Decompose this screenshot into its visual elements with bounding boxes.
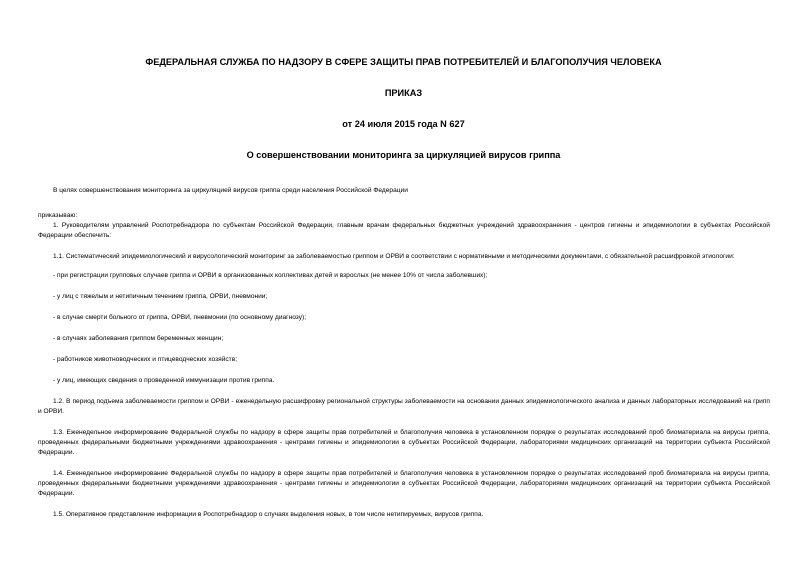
list-item: - у лиц, имеющих сведения о проведенной иммунизации против гриппа.	[53, 377, 275, 384]
document-type-heading: ПРИКАЗ	[384, 88, 423, 98]
paragraph-1-5: 1.5. Оперативное представление информации в Роспотребнадзор о случаях выделения новых, в том числе нетипируемых, вирусов гриппа.	[53, 511, 484, 518]
paragraph-1-2: 1.2. В период подъема заболеваемости гриппом и ОРВИ - еженедельную расшифровку региональной структуры заболеваемости на основании данных эпидемиологического анализа и данных лабораторных исследований на грипп и ОРВИ.	[38, 398, 770, 415]
paragraph-1-4: 1.4. Еженедельное информирование Федеральной службы по надзору в сфере защиты прав потребителей и благополучия человека в установленном порядке о результатах исследований проб биоматериала на вирусы гриппа, проведенных федеральными бюджетными учреждениями здравоохранения - центрами гигиены и эпидемиологии в субъектах Российской Федерации, лабораториями медицинских организаций на территории субъекта Российской Федерации.	[38, 470, 770, 497]
document-date-number: от 24 июля 2015 года N 627	[342, 119, 465, 129]
organization-heading: ФЕДЕРАЛЬНАЯ СЛУЖБА ПО НАДЗОРУ В СФЕРЕ ЗАЩИТЫ ПРАВ ПОТРЕБИТЕЛЕЙ И БЛАГОПОЛУЧИЯ ЧЕЛОВЕКА	[145, 57, 662, 67]
list-item: - у лиц с тяжелым и нетипичным течением гриппа, ОРВИ, пневмонии;	[53, 293, 268, 300]
list-item: - при регистрации групповых случаев гриппа и ОРВИ в организованных коллективах детей и взрослых (не менее 10% от числа заболевших);	[53, 272, 488, 279]
document-body	[38, 186, 770, 520]
list-item: - работников животноводческих и птицеводческих хозяйств;	[53, 356, 238, 363]
document-title: О совершенствовании мониторинга за циркуляцией вирусов гриппа	[246, 150, 561, 160]
preamble-paragraph: В целях совершенствования мониторинга за циркуляцией вирусов гриппа среди населения Российской Федерации	[53, 187, 408, 194]
paragraph-1-1: 1.1. Систематический эпидемиологический и вирусологический мониторинг за заболеваемостью гриппом и ОРВИ в соответствии с нормативными и методическими документами, с обязательной расшифровкой этиологии:	[53, 253, 735, 260]
paragraph-1-3: 1.3. Еженедельное информирование Федеральной службы по надзору в сфере защиты прав потребителей и благополучия человека в установленном порядке о результатах исследований проб биоматериала на вирусы гриппа, проведенных федеральными бюджетными учреждениями здравоохранения - центрами гигиены и эпидемиологии в субъектах Российской Федерации, лабораториями медицинских организаций на территории субъекта Российской Федерации.	[38, 429, 770, 456]
list-item: - в случае смерти больного от гриппа, ОРВИ, пневмонии (по основному диагнозу);	[53, 314, 307, 321]
list-item: - в случаях заболевания гриппом беременных женщин;	[53, 335, 224, 342]
paragraph-1: 1. Руководителям управлений Роспотребнадзора по субъектам Российской Федерации, главным врачам федеральных бюджетных учреждений здравоохранения - центров гигиены и эпидемиологии в субъектах Российской Федерации обеспечить:	[38, 222, 770, 239]
order-word: приказываю:	[38, 212, 78, 219]
